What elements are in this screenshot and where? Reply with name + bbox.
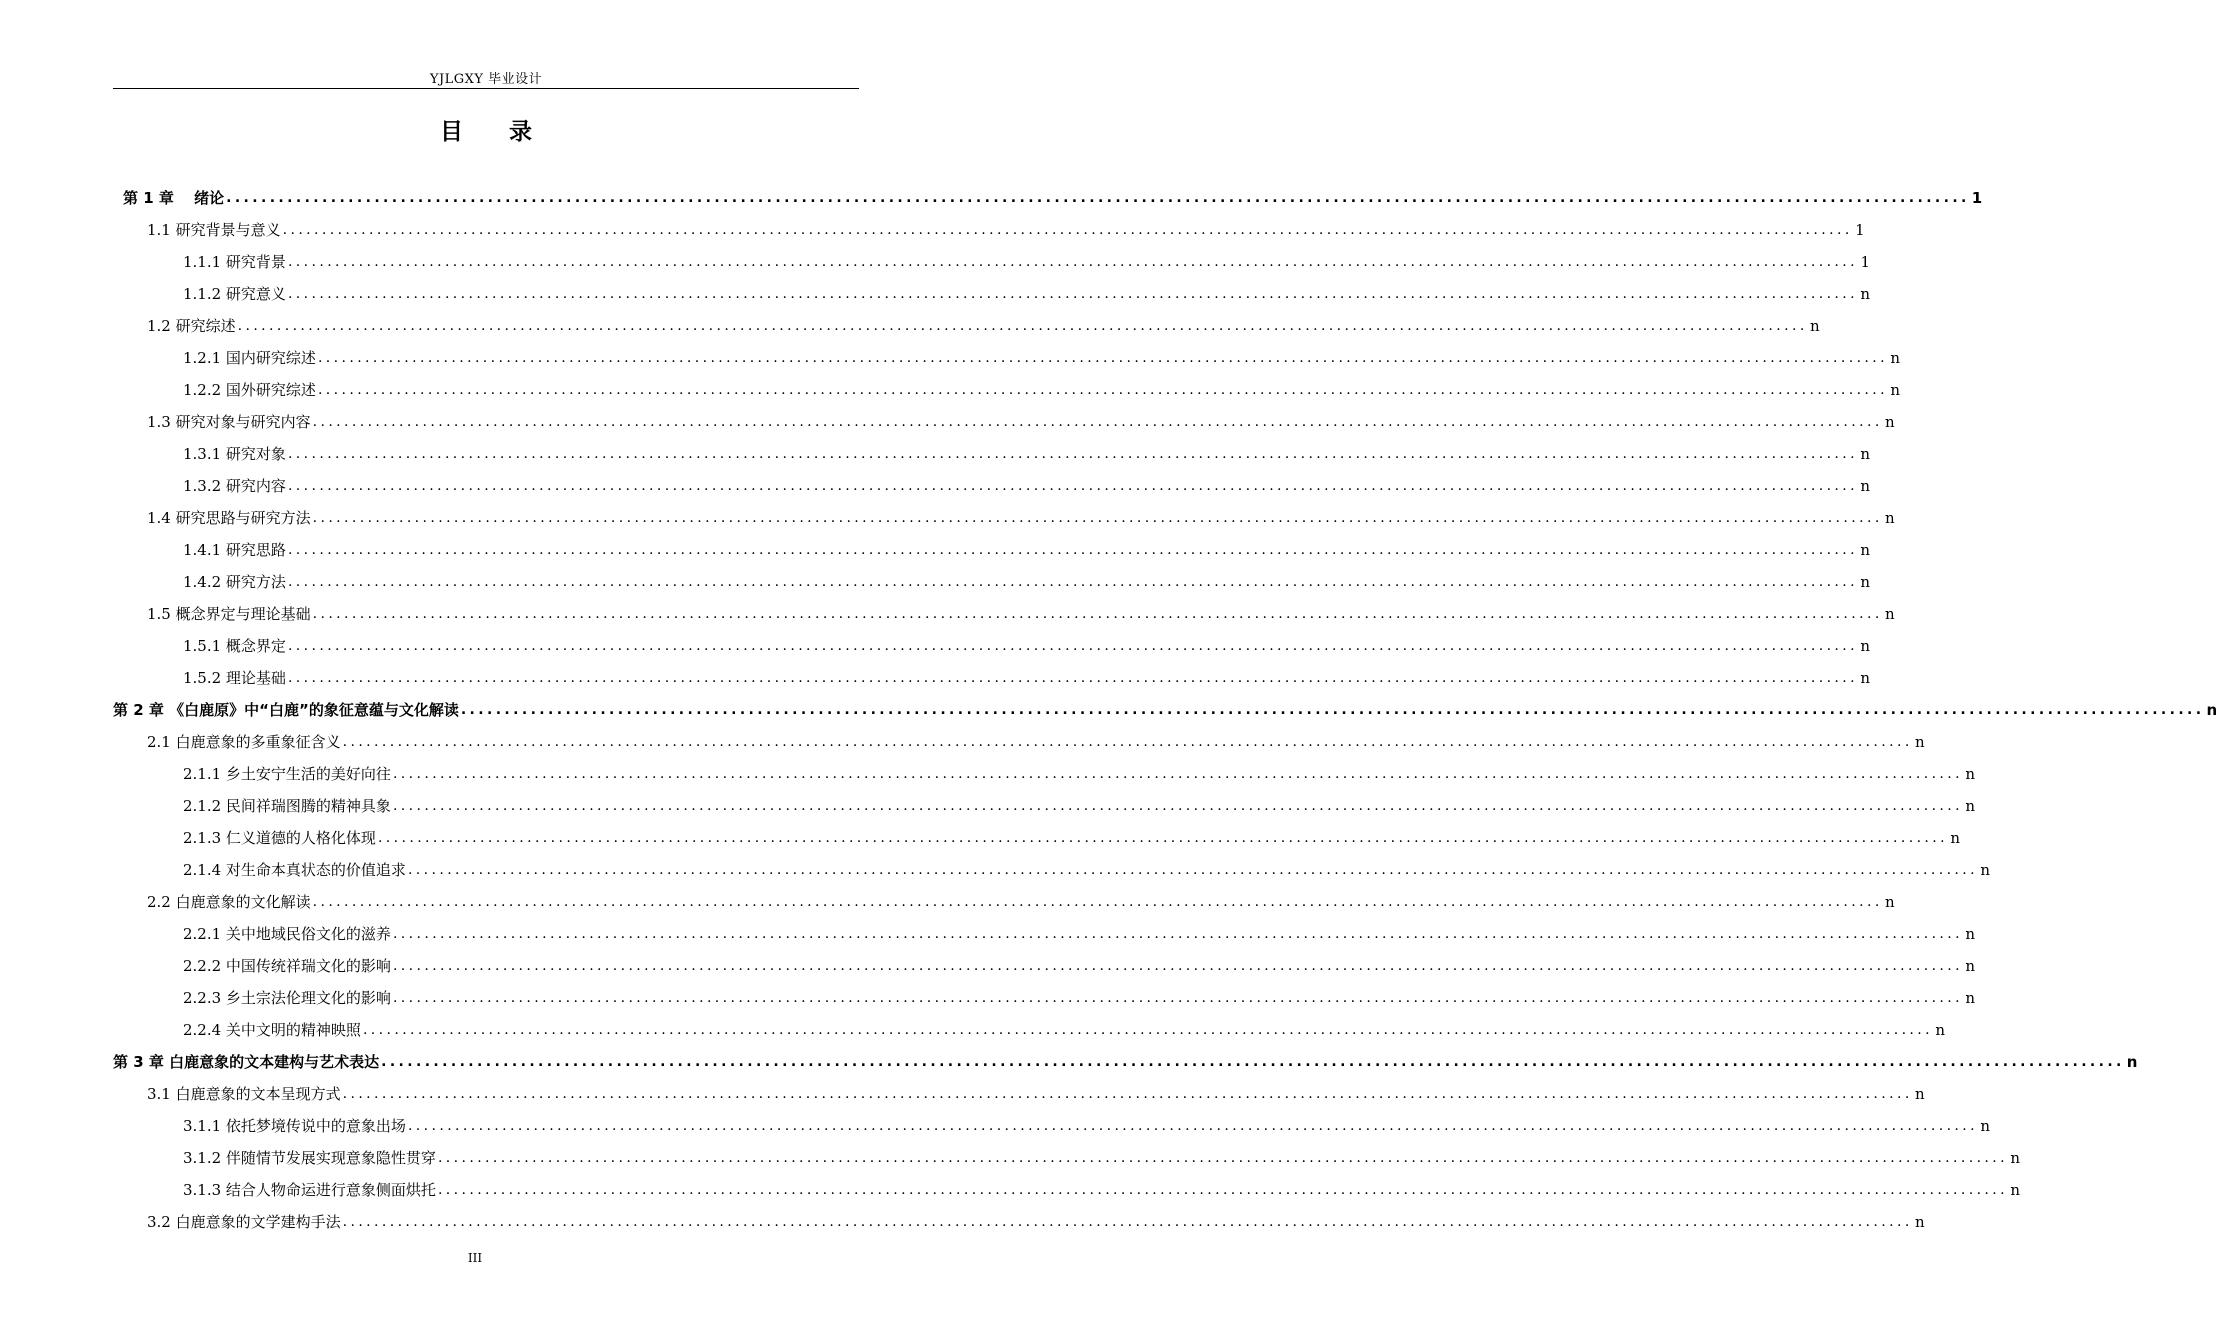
toc-section-row: [183, 984, 1975, 1008]
toc-page-number: n: [1885, 509, 1895, 527]
toc-dot-leader: ........................................................................................................................................................................................................: [312, 414, 1883, 430]
toc-page-number: n: [1935, 1021, 1945, 1039]
toc-entry-label: 第 3 章 白鹿意象的文本建构与艺术表达: [113, 1053, 380, 1071]
toc-section-row: [183, 1016, 1945, 1040]
toc-dot-leader: ........................................................................................................................................................................................................: [282, 222, 1853, 238]
toc-entry-label: 1.5 概念界定与理论基础: [147, 605, 311, 623]
toc-dot-leader: ........................................................................................................................................................................................................: [287, 254, 1858, 270]
toc-dot-leader: ........................................................................................................................................................................................................: [362, 1022, 1933, 1038]
toc-dot-leader: ........................................................................................................................................................................................................: [287, 286, 1858, 302]
toc-page-number: n: [1980, 861, 1990, 879]
toc-entry-label: 2.1.2 民间祥瑞图腾的精神具象: [183, 797, 391, 815]
toc-dot-leader: ........................................................................................................................................................................................................: [377, 830, 1948, 846]
toc-section-row: [183, 248, 1870, 272]
toc-section-row: [147, 888, 1895, 912]
toc-entry-label: 2.2.4 关中文明的精神映照: [183, 1021, 361, 1039]
toc-dot-leader: ........................................................................................................................................................................................................: [437, 1182, 2008, 1198]
toc-page-number: n: [1965, 957, 1975, 975]
toc-page-number: n: [1885, 413, 1895, 431]
toc-dot-leader: ........................................................................................................................................................................................................: [312, 510, 1883, 526]
toc-dot-leader: ........................................................................................................................................................................................................: [437, 1150, 2008, 1166]
toc-dot-leader: ........................................................................................................................................................................................................: [287, 670, 1858, 686]
toc-page-number: n: [1980, 1117, 1990, 1135]
toc-page-number: n: [1810, 317, 1820, 335]
toc-section-row: [183, 280, 1870, 304]
toc-dot-leader: ........................................................................................................................................................................................................: [287, 638, 1858, 654]
toc-dot-leader: ........................................................................................................................................................................................................: [392, 766, 1963, 782]
toc-dot-leader: ........................................................................................................................................................................................................: [287, 478, 1858, 494]
toc-entry-label: 3.2 白鹿意象的文学建构手法: [147, 1213, 341, 1231]
toc-entry-label: 1.3.1 研究对象: [183, 445, 286, 463]
toc-entry-label: 1.2.1 国内研究综述: [183, 349, 316, 367]
toc-page-number: n: [1890, 381, 1900, 399]
toc-section-row: [183, 440, 1870, 464]
toc-section-row: [183, 1176, 2020, 1200]
toc-section-row: [147, 504, 1895, 528]
toc-dot-leader: ........................................................................................................................................................................................................: [392, 958, 1963, 974]
toc-entry-label: 2.1 白鹿意象的多重象征含义: [147, 733, 341, 751]
toc-entry-label: 1.2.2 国外研究综述: [183, 381, 316, 399]
toc-section-row: [183, 1112, 1990, 1136]
toc-page-number: n: [1860, 669, 1870, 687]
toc-chapter-row: [113, 696, 2217, 720]
toc-dot-leader: ........................................................................................................................................................................................................: [226, 190, 1970, 206]
toc-entry-label: 1.4.1 研究思路: [183, 541, 286, 559]
toc-page-number: n: [2010, 1149, 2020, 1167]
toc-dot-leader: ........................................................................................................................................................................................................: [287, 574, 1858, 590]
toc-chapter-row: [113, 1048, 2138, 1072]
toc-dot-leader: ........................................................................................................................................................................................................: [460, 702, 2205, 718]
toc-entry-label: 2.2.3 乡土宗法伦理文化的影响: [183, 989, 391, 1007]
toc-section-row: [183, 376, 1900, 400]
toc-section-row: [183, 1144, 2020, 1168]
toc-dot-leader: ........................................................................................................................................................................................................: [407, 1118, 1978, 1134]
toc-dot-leader: ........................................................................................................................................................................................................: [407, 862, 1978, 878]
toc-entry-label: 1.5.2 理论基础: [183, 669, 286, 687]
toc-section-row: [183, 344, 1900, 368]
toc-section-row: [183, 760, 1975, 784]
toc-chapter-row: [123, 184, 1983, 208]
toc-entry-label: 第 2 章 《白鹿原》中“白鹿”的象征意蕴与文化解读: [113, 701, 459, 719]
toc-page-number: n: [1885, 893, 1895, 911]
toc-page-number: n: [1860, 541, 1870, 559]
toc-section-row: [183, 472, 1870, 496]
toc-section-row: [147, 216, 1865, 240]
toc-entry-label: 1.4 研究思路与研究方法: [147, 509, 311, 527]
toc-page-number: n: [1915, 1213, 1925, 1231]
toc-dot-leader: ........................................................................................................................................................................................................: [392, 990, 1963, 1006]
toc-entry-label: 1.2 研究综述: [147, 317, 236, 335]
toc-page-number: n: [1860, 477, 1870, 495]
toc-section-row: [183, 568, 1870, 592]
toc-entry-label: 1.4.2 研究方法: [183, 573, 286, 591]
toc-entry-label: 2.2.1 关中地域民俗文化的滋养: [183, 925, 391, 943]
toc-dot-leader: ........................................................................................................................................................................................................: [381, 1054, 2125, 1070]
page-number: III: [467, 1251, 483, 1265]
toc-page-number: n: [1860, 445, 1870, 463]
toc-dot-leader: ........................................................................................................................................................................................................: [312, 894, 1883, 910]
toc-page-number: n: [2206, 701, 2217, 719]
toc-dot-leader: ........................................................................................................................................................................................................: [317, 382, 1888, 398]
toc-section-row: [183, 824, 1960, 848]
toc-section-row: [147, 1208, 1925, 1232]
toc-entry-label: 3.1 白鹿意象的文本呈现方式: [147, 1085, 341, 1103]
toc-dot-leader: ........................................................................................................................................................................................................: [342, 734, 1913, 750]
toc-entry-label: 1.1.2 研究意义: [183, 285, 286, 303]
toc-section-row: [183, 632, 1870, 656]
toc-entry-label: 2.2.2 中国传统祥瑞文化的影响: [183, 957, 391, 975]
toc-entry-label: 2.1.1 乡土安宁生活的美好向往: [183, 765, 391, 783]
toc-entry-label: 2.1.3 仁义道德的人格化体现: [183, 829, 376, 847]
toc-title: 目 录: [440, 119, 532, 145]
toc-page-number: n: [1860, 573, 1870, 591]
toc-page-number: n: [1885, 605, 1895, 623]
toc-section-row: [183, 920, 1975, 944]
toc-page-number: n: [1965, 797, 1975, 815]
toc-page-number: n: [1965, 989, 1975, 1007]
toc-section-row: [147, 600, 1895, 624]
toc-section-row: [183, 536, 1870, 560]
toc-dot-leader: ........................................................................................................................................................................................................: [287, 446, 1858, 462]
toc-entry-label: 1.5.1 概念界定: [183, 637, 286, 655]
toc-section-row: [147, 1080, 1925, 1104]
toc-page-number: n: [1890, 349, 1900, 367]
page-header: YJLGXY 毕业设计: [429, 72, 543, 87]
toc-page-number: n: [1860, 285, 1870, 303]
toc-page-number: n: [1965, 765, 1975, 783]
toc-entry-label: 1.3 研究对象与研究内容: [147, 413, 311, 431]
toc-page-number: n: [1965, 925, 1975, 943]
toc-dot-leader: ........................................................................................................................................................................................................: [317, 350, 1888, 366]
toc-entry-label: 3.1.2 伴随情节发展实现意象隐性贯穿: [183, 1149, 436, 1167]
toc-page-number: n: [1915, 1085, 1925, 1103]
toc-section-row: [183, 792, 1975, 816]
toc-dot-leader: ........................................................................................................................................................................................................: [287, 542, 1858, 558]
toc-section-row: [183, 856, 1990, 880]
toc-page-number: 1: [1971, 189, 1983, 207]
toc-dot-leader: ........................................................................................................................................................................................................: [342, 1214, 1913, 1230]
toc-dot-leader: ........................................................................................................................................................................................................: [392, 926, 1963, 942]
toc-entry-label: 第 1 章 绪论: [123, 189, 225, 207]
toc-entry-label: 2.1.4 对生命本真状态的价值追求: [183, 861, 406, 879]
header-rule: [113, 88, 859, 89]
toc-page-number: n: [1915, 733, 1925, 751]
toc-dot-leader: ........................................................................................................................................................................................................: [237, 318, 1808, 334]
toc-section-row: [183, 952, 1975, 976]
toc-entry-label: 3.1.3 结合人物命运进行意象侧面烘托: [183, 1181, 436, 1199]
toc-entry-label: 3.1.1 依托梦境传说中的意象出场: [183, 1117, 406, 1135]
toc-entry-label: 1.1 研究背景与意义: [147, 221, 281, 239]
toc-entry-label: 2.2 白鹿意象的文化解读: [147, 893, 311, 911]
toc-dot-leader: ........................................................................................................................................................................................................: [312, 606, 1883, 622]
toc-section-row: [147, 312, 1820, 336]
toc-section-row: [147, 728, 1925, 752]
toc-section-row: [183, 664, 1870, 688]
toc-dot-leader: ........................................................................................................................................................................................................: [342, 1086, 1913, 1102]
toc-dot-leader: ........................................................................................................................................................................................................: [392, 798, 1963, 814]
toc-page-number: 1: [1855, 221, 1865, 239]
toc-page-number: n: [2126, 1053, 2138, 1071]
toc-page-number: n: [1950, 829, 1960, 847]
toc-page-number: n: [1860, 637, 1870, 655]
toc-page-number: 1: [1860, 253, 1870, 271]
toc-entry-label: 1.1.1 研究背景: [183, 253, 286, 271]
toc-section-row: [147, 408, 1895, 432]
toc-page-number: n: [2010, 1181, 2020, 1199]
toc-entry-label: 1.3.2 研究内容: [183, 477, 286, 495]
